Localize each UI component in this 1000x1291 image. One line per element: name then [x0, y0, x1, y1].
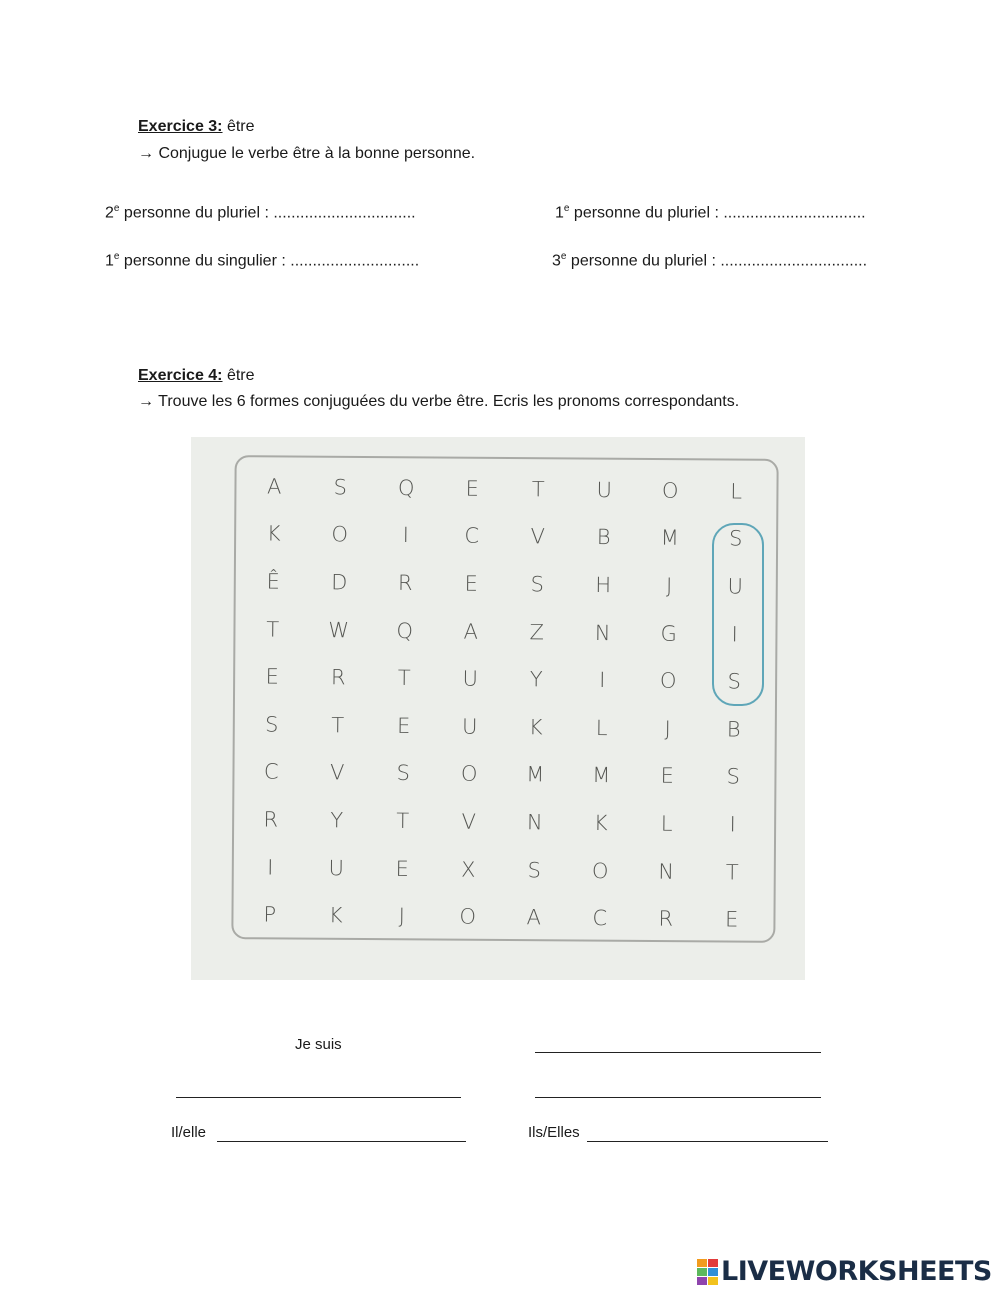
letter-cell: Q: [396, 618, 414, 643]
answer-blank-3[interactable]: [535, 1097, 821, 1098]
letter-cell: T: [725, 859, 739, 885]
liveworksheets-logo: [697, 1256, 992, 1287]
letter-cell: S: [264, 712, 279, 737]
letter-cell: T: [397, 666, 411, 691]
letter-cell: I: [599, 668, 606, 693]
letter-cell: O: [459, 904, 477, 929]
letter-cell: E: [724, 907, 739, 932]
letter-cell: A: [526, 905, 542, 930]
letter-cell: K: [266, 521, 281, 547]
letter-cell: R: [263, 807, 279, 832]
conjugation-prompt: personne du pluriel : ................................: [569, 204, 866, 222]
letter-cell: K: [593, 810, 608, 836]
letter-cell: V: [461, 809, 477, 834]
ordinal-suffix: e: [563, 203, 570, 214]
exercise-3-title: Exercice 3:: [138, 118, 223, 135]
letter-cell: O: [661, 478, 679, 503]
letter-cell: A: [463, 619, 479, 644]
letter-cell: U: [461, 714, 478, 739]
letter-cell: J: [664, 716, 671, 741]
letter-cell: S: [728, 526, 743, 551]
letter-cell: V: [329, 760, 345, 785]
letter-cell: B: [596, 525, 611, 550]
letter-cell: N: [526, 810, 543, 835]
logo-block: [697, 1259, 707, 1267]
ordinal-number: 2: [105, 204, 114, 222]
letter-cell: T: [531, 477, 545, 502]
letter-cell: A: [266, 474, 282, 499]
conjugation-line-1: [105, 203, 416, 222]
logo-block: [708, 1277, 718, 1285]
letter-cell: L: [595, 715, 608, 740]
letter-cell: T: [396, 808, 410, 834]
letter-cell: E: [396, 713, 411, 738]
letter-cell: K: [528, 715, 543, 740]
exercise-3-verb: être: [222, 118, 255, 135]
conjugation-line-4: [552, 251, 867, 270]
exercise-3-instruction: → Conjugue le verbe être à la bonne personne.: [138, 145, 476, 162]
conjugation-line-3: [105, 251, 419, 270]
letter-cell: W: [328, 617, 350, 642]
word-search-photo: [191, 437, 805, 980]
exercise-4-verb: être: [222, 367, 255, 384]
answer-blank-1[interactable]: [535, 1052, 821, 1053]
letter-cell: T: [266, 617, 280, 642]
letter-cell: C: [592, 906, 608, 931]
letter-cell: U: [727, 574, 744, 599]
letter-cell: B: [726, 717, 741, 742]
letter-cell: N: [658, 859, 675, 884]
letter-cell: S: [527, 857, 542, 882]
logo-wordmark: LIVEWORKSHEETS: [721, 1256, 992, 1287]
letter-cell: S: [726, 764, 741, 789]
ordinal-suffix: e: [113, 203, 120, 214]
exercise-3-heading: [138, 118, 255, 136]
letter-cell: U: [596, 477, 613, 502]
logo-blocks-icon: [697, 1259, 718, 1285]
letter-cell: O: [659, 668, 677, 694]
letter-cell: C: [464, 523, 480, 549]
letter-cell: M: [526, 762, 545, 787]
letter-cell: Y: [330, 808, 344, 833]
letter-cell: G: [660, 621, 678, 646]
logo-block: [708, 1259, 718, 1267]
ordinal-number: 1: [555, 204, 564, 222]
letter-cell: E: [395, 856, 410, 881]
letter-cell: S: [727, 669, 742, 694]
letter-cell: L: [730, 479, 743, 504]
letter-cell: R: [658, 906, 674, 931]
answer-je-suis: Je suis: [295, 1036, 342, 1053]
letter-cell: L: [660, 811, 673, 836]
letter-cell: J: [666, 573, 673, 598]
letter-cell: U: [462, 666, 479, 691]
letter-cell: M: [592, 763, 611, 788]
logo-block: [697, 1277, 707, 1285]
letter-cell: K: [328, 903, 343, 928]
exercise-4-instruction: → Trouve les 6 formes conjuguées du verbe être. Ecris les pronoms correspondants.: [138, 393, 740, 410]
letter-cell: R: [397, 570, 413, 596]
ordinal-suffix: e: [560, 251, 567, 262]
letter-cell: Ê: [266, 569, 281, 594]
letter-cell: R: [330, 665, 346, 690]
letter-cell: E: [265, 664, 280, 689]
letter-cell: Q: [397, 475, 415, 500]
letter-cell: O: [460, 761, 478, 787]
letter-cell: I: [267, 855, 274, 880]
word-search-grid: [237, 462, 770, 944]
letter-cell: E: [464, 571, 479, 596]
letter-cell: O: [591, 858, 609, 883]
answer-il-elle-label: Il/elle: [171, 1124, 207, 1141]
ordinal-number: 1: [105, 252, 114, 270]
conjugation-prompt: personne du singulier : .............................: [119, 252, 420, 270]
logo-block: [697, 1268, 707, 1276]
letter-cell: T: [331, 712, 345, 738]
answer-blank-2[interactable]: [176, 1097, 461, 1098]
letter-cell: S: [396, 761, 411, 786]
answer-ils-elles-label: Ils/Elles: [528, 1124, 580, 1141]
logo-block: [708, 1268, 718, 1276]
letter-cell: J: [398, 904, 405, 929]
letter-cell: E: [660, 764, 675, 789]
letter-cell: V: [530, 524, 546, 549]
answer-blank-ils-elles[interactable]: [587, 1141, 828, 1142]
ordinal-suffix: e: [113, 251, 120, 262]
conjugation-prompt: personne du pluriel : ................................: [119, 204, 416, 222]
letter-cell: D: [331, 570, 348, 595]
letter-cell: S: [333, 475, 348, 500]
letter-cell: Z: [529, 619, 545, 645]
letter-cell: P: [263, 902, 277, 927]
letter-cell: H: [595, 572, 612, 598]
letter-cell: I: [729, 812, 736, 837]
letter-cell: S: [530, 572, 545, 597]
letter-cell: M: [660, 526, 679, 551]
circled-word-suis: [712, 523, 764, 706]
ordinal-number: 3: [552, 252, 561, 270]
conjugation-line-2: [555, 203, 866, 222]
conjugation-prompt: personne du pluriel : .................................: [566, 252, 868, 270]
letter-cell: I: [731, 621, 738, 647]
letter-cell: U: [328, 855, 345, 880]
exercise-4-title: Exercice 4:: [138, 367, 223, 384]
answer-blank-il-elle[interactable]: [217, 1141, 466, 1142]
letter-cell: I: [402, 523, 409, 548]
exercise-4-heading: [138, 367, 255, 385]
letter-cell: C: [263, 759, 279, 785]
letter-cell: N: [594, 620, 611, 645]
letter-cell: E: [465, 476, 480, 501]
letter-cell: O: [331, 522, 349, 547]
letter-cell: X: [460, 857, 476, 882]
letter-cell: Y: [529, 667, 543, 692]
